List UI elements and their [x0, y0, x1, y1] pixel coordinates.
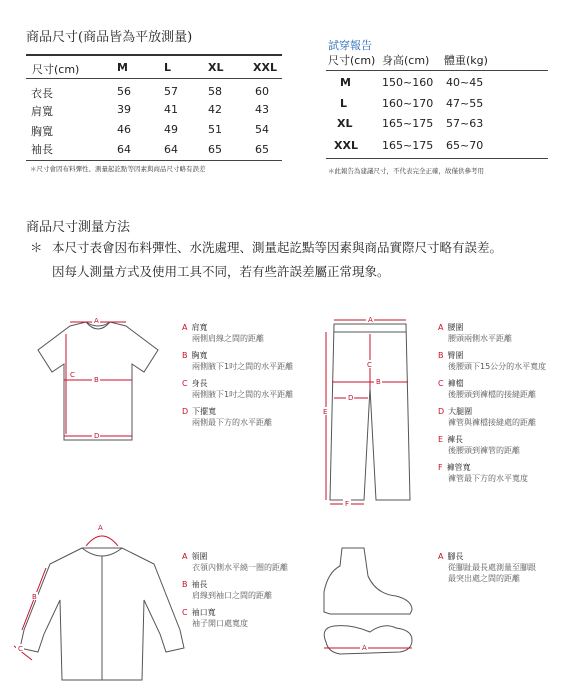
legend-title: 胸寬: [191, 351, 208, 360]
legend-key: E: [438, 435, 444, 444]
legend-desc: 後腰頭到褲管的距離: [448, 446, 520, 455]
legend-key: F: [438, 463, 443, 472]
legend-key: D: [438, 407, 445, 416]
size-cell: 51: [208, 123, 222, 136]
size-cell: 39: [117, 103, 131, 116]
trial-height: 160~170: [382, 97, 434, 110]
trial-weight: 47~55: [446, 97, 484, 110]
legend-item: [438, 378, 568, 400]
legend-desc: 褲管最下方的水平寬度: [448, 474, 528, 483]
legend-title: 下擺寬: [192, 407, 217, 416]
size-cell: 64: [164, 143, 178, 156]
trial-weight: 57~63: [446, 117, 484, 130]
size-cell: 64: [117, 143, 131, 156]
size-cell: 46: [117, 123, 131, 136]
legend-key: C: [438, 379, 444, 388]
size-cell: 58: [208, 85, 222, 98]
size-cell: 43: [255, 103, 269, 116]
legend-key: C: [182, 608, 188, 617]
pants-label-c: C: [367, 361, 372, 369]
legend-title: 袖長: [191, 580, 208, 589]
method-bullet: ＊: [30, 240, 43, 255]
legend-key: B: [182, 351, 188, 360]
legend-item: [438, 462, 568, 484]
size-col-xxl: XXL: [253, 61, 277, 74]
size-col-xl: XL: [208, 61, 224, 74]
trial-col-size: 尺寸(cm): [328, 54, 376, 67]
legend-item: [182, 350, 302, 372]
method-line-2: 因每人測量方式及使用工具不同，若有些許誤差屬正常現象。: [52, 264, 390, 279]
trial-col-height: 身高(cm): [382, 54, 430, 67]
legend-desc: 兩側腋下1吋之間的水平距離: [192, 362, 294, 371]
legend-item: [182, 551, 302, 573]
trial-weight: 65~70: [446, 139, 484, 152]
legend-title: 領圍: [191, 552, 208, 561]
size-row-label: 袖長: [31, 143, 53, 156]
legend-desc: 衣領內側水平繞一圈的距離: [192, 563, 288, 572]
legend-desc: 袖子開口處寬度: [192, 619, 248, 628]
legend-item: [438, 551, 568, 584]
shirt-label-c: C: [18, 645, 23, 653]
legend-title: 臀圍: [447, 351, 464, 360]
legend-desc: 肩線到袖口之間的距離: [192, 591, 272, 600]
foot-label-a: A: [362, 644, 367, 652]
method-heading: 商品尺寸測量方法: [26, 220, 131, 235]
foot-diagram: [320, 546, 416, 668]
pants-legend: [438, 322, 568, 490]
legend-key: C: [182, 379, 188, 388]
legend-item: [182, 579, 302, 601]
shirt-diagram: [10, 520, 180, 684]
legend-desc: 兩側最下方的水平距離: [192, 418, 272, 427]
trial-size: XL: [337, 117, 353, 130]
method-line-1: 本尺寸表會因布料彈性、水洗處理、測量起訖點等因素與商品實際尺寸略有誤差。: [52, 240, 503, 255]
legend-title: 肩寬: [191, 323, 208, 332]
size-cell: 42: [208, 103, 222, 116]
tshirt-label-c: C: [70, 371, 75, 379]
legend-title: 袖口寬: [191, 608, 216, 617]
size-cell: 57: [164, 85, 178, 98]
size-row-label: 肩寬: [31, 105, 53, 118]
tshirt-label-b: B: [94, 376, 99, 384]
trial-size: M: [340, 76, 351, 89]
size-table-bottom-rule: [26, 160, 282, 161]
size-cell: 41: [164, 103, 178, 116]
foot-side-outline: [324, 548, 412, 614]
size-cell: 49: [164, 123, 178, 136]
shirt-legend: [182, 551, 302, 635]
legend-title: 腳長: [447, 552, 464, 561]
legend-key: D: [182, 407, 189, 416]
pants-label-f: F: [345, 500, 350, 508]
size-cell: 54: [255, 123, 269, 136]
legend-desc: 從腳趾最長處測量至腳跟: [448, 563, 536, 572]
size-cell: 60: [255, 85, 269, 98]
legend-title: 身長: [191, 379, 208, 388]
trial-table-bottom-rule: [326, 158, 548, 159]
size-table-note: ＊尺寸會因布料彈性、測量起訖點等因素與商品尺寸略有誤差: [30, 165, 206, 173]
size-cell: 65: [208, 143, 222, 156]
foot-sole-outline: [324, 626, 412, 654]
tshirt-diagram: [28, 314, 168, 444]
size-cell: 56: [117, 85, 131, 98]
trial-table-header-rule: [326, 70, 548, 71]
trial-size: XXL: [334, 139, 358, 152]
legend-desc: 腰頭兩側水平距離: [448, 334, 512, 343]
tshirt-label-d: D: [94, 432, 100, 440]
trial-height: 150~160: [382, 76, 434, 89]
trial-size: L: [340, 97, 348, 110]
legend-title: 褲檔: [447, 379, 464, 388]
pants-label-d: D: [348, 394, 354, 402]
legend-key: A: [438, 323, 444, 332]
size-col-l: L: [164, 61, 172, 74]
size-row-label: 胸寬: [31, 125, 53, 138]
size-cell: 65: [255, 143, 269, 156]
shirt-label-b: B: [32, 593, 37, 601]
legend-desc: 兩側腋下1吋之間的水平距離: [192, 390, 294, 399]
pants-label-e: E: [323, 408, 328, 416]
tshirt-label-a: A: [94, 317, 99, 325]
legend-item: [438, 322, 568, 344]
foot-legend: [438, 551, 568, 590]
legend-desc: 後腰頭到褲檔的接縫距離: [448, 390, 536, 399]
size-unit-label: 尺寸(cm): [32, 63, 80, 76]
size-row-label: 衣長: [31, 87, 53, 100]
legend-key: A: [438, 552, 444, 561]
size-table-header-rule: [26, 78, 282, 79]
trial-weight: 40~45: [446, 76, 484, 89]
legend-item: [182, 378, 302, 400]
legend-item: [438, 406, 568, 428]
legend-desc: 最突出處之間的距離: [448, 574, 520, 583]
legend-key: A: [182, 323, 188, 332]
legend-title: 褲長: [447, 435, 464, 444]
legend-title: 大腿圍: [448, 407, 473, 416]
size-table-top-rule: [26, 54, 282, 56]
legend-desc: 後腰頭下15公分的水平寬度: [448, 362, 547, 371]
legend-item: [182, 322, 302, 344]
trial-height: 165~175: [382, 139, 434, 152]
trial-table-note: ＊此報告為建議尺寸，不代表完全正確，故僅供參考用: [328, 167, 484, 175]
legend-title: 腰圍: [447, 323, 464, 332]
trial-height: 165~175: [382, 117, 434, 130]
legend-desc: 兩側肩線之間的距離: [192, 334, 264, 343]
legend-item: [438, 434, 568, 456]
legend-key: B: [182, 580, 188, 589]
legend-key: B: [438, 351, 444, 360]
legend-title: 褲管寬: [446, 463, 471, 472]
legend-desc: 褲管與褲檔接縫處的距離: [448, 418, 536, 427]
pants-diagram: [320, 314, 420, 510]
legend-item: [438, 350, 568, 372]
size-table-heading: 商品尺寸(商品皆為平放測量): [26, 30, 193, 45]
legend-key: A: [182, 552, 188, 561]
shirt-label-a: A: [98, 524, 103, 532]
pants-label-b: B: [376, 378, 381, 386]
legend-item: [182, 406, 302, 428]
shirt-line-a: [86, 536, 118, 546]
size-col-m: M: [117, 61, 128, 74]
pants-label-a: A: [368, 316, 373, 324]
trial-col-weight: 體重(kg): [444, 54, 488, 67]
trial-table-heading: 試穿報告: [328, 39, 372, 52]
tshirt-legend: [182, 322, 302, 434]
legend-item: [182, 607, 302, 629]
